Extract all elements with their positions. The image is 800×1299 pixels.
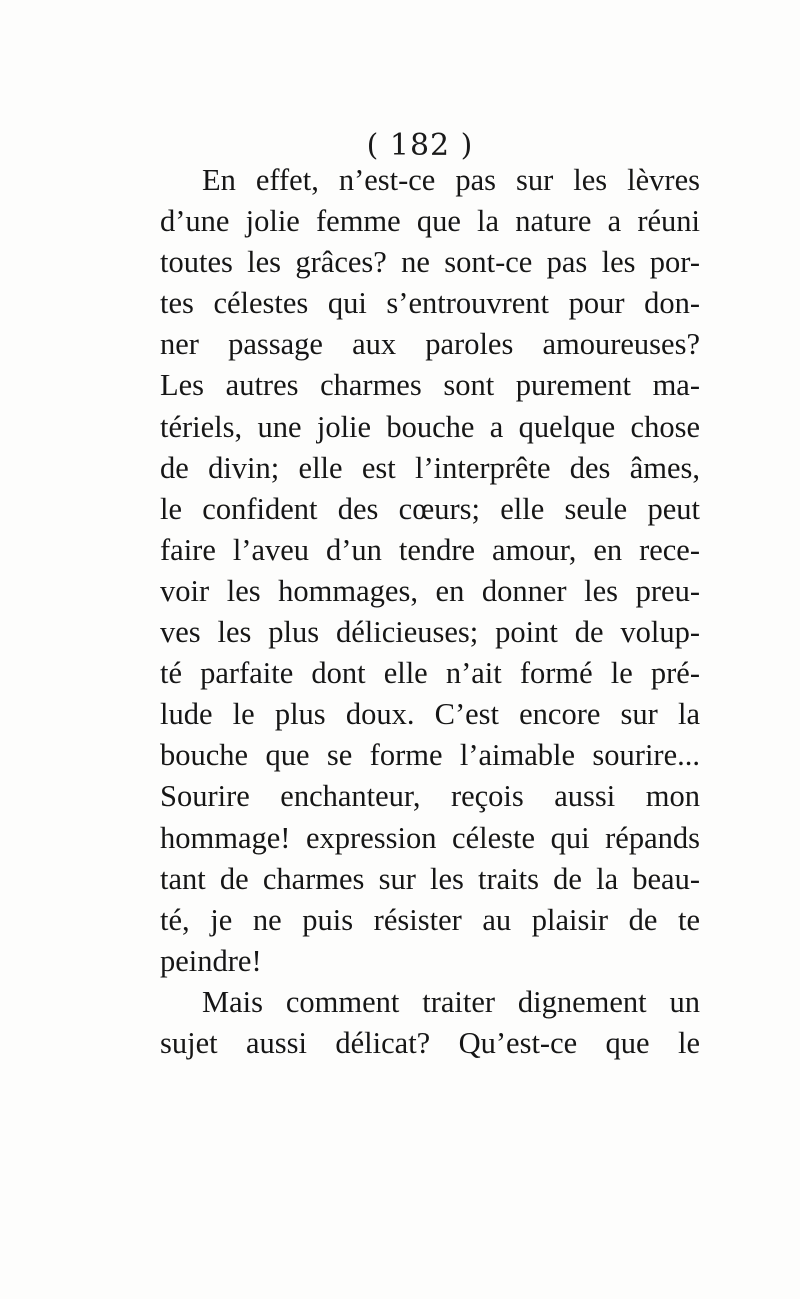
text-line: toutes les grâces? ne sont-ce pas les por- bbox=[160, 245, 700, 280]
paragraph-2 bbox=[160, 982, 700, 1064]
text-line: lude le plus doux. C’est encore sur la bbox=[160, 697, 700, 732]
text-line: bouche que se forme l’aimable sourire... bbox=[160, 738, 700, 773]
body-text bbox=[160, 160, 700, 1064]
text-line: de divin; elle est l’interprête des âmes, bbox=[160, 450, 700, 485]
text-line: Mais comment traiter dignement un bbox=[202, 984, 700, 1019]
text-line: Les autres charmes sont purement ma- bbox=[160, 368, 700, 403]
text-line: faire l’aveu d’un tendre amour, en rece- bbox=[160, 532, 700, 567]
text-line: tant de charmes sur les traits de la beau- bbox=[160, 861, 700, 896]
paragraph-1 bbox=[160, 160, 700, 982]
text-line: ves les plus délicieuses; point de volup- bbox=[160, 615, 700, 650]
text-line: sujet aussi délicat? Qu’est-ce que le bbox=[160, 1025, 700, 1060]
text-line: voir les hommages, en donner les preu- bbox=[160, 573, 700, 608]
text-line: ner passage aux paroles amoureuses? bbox=[160, 327, 700, 362]
text-line: Sourire enchanteur, reçois aussi mon bbox=[160, 779, 700, 814]
text-line: d’une jolie femme que la nature a réuni bbox=[160, 204, 700, 239]
text-line: peindre! bbox=[160, 943, 262, 978]
text-line: le confident des cœurs; elle seule peut bbox=[160, 491, 700, 526]
page-number: ( 182 ) bbox=[366, 128, 474, 163]
text-line: tes célestes qui s’entrouvrent pour don- bbox=[160, 286, 700, 321]
text-line: En effet, n’est-ce pas sur les lèvres bbox=[202, 163, 700, 197]
text-line: tériels, une jolie bouche a quelque chose bbox=[160, 409, 700, 444]
text-line: hommage! expression céleste qui répands bbox=[160, 820, 700, 855]
text-line: té parfaite dont elle n’ait formé le pré- bbox=[160, 656, 700, 691]
text-line: té, je ne puis résister au plaisir de te bbox=[160, 902, 700, 937]
